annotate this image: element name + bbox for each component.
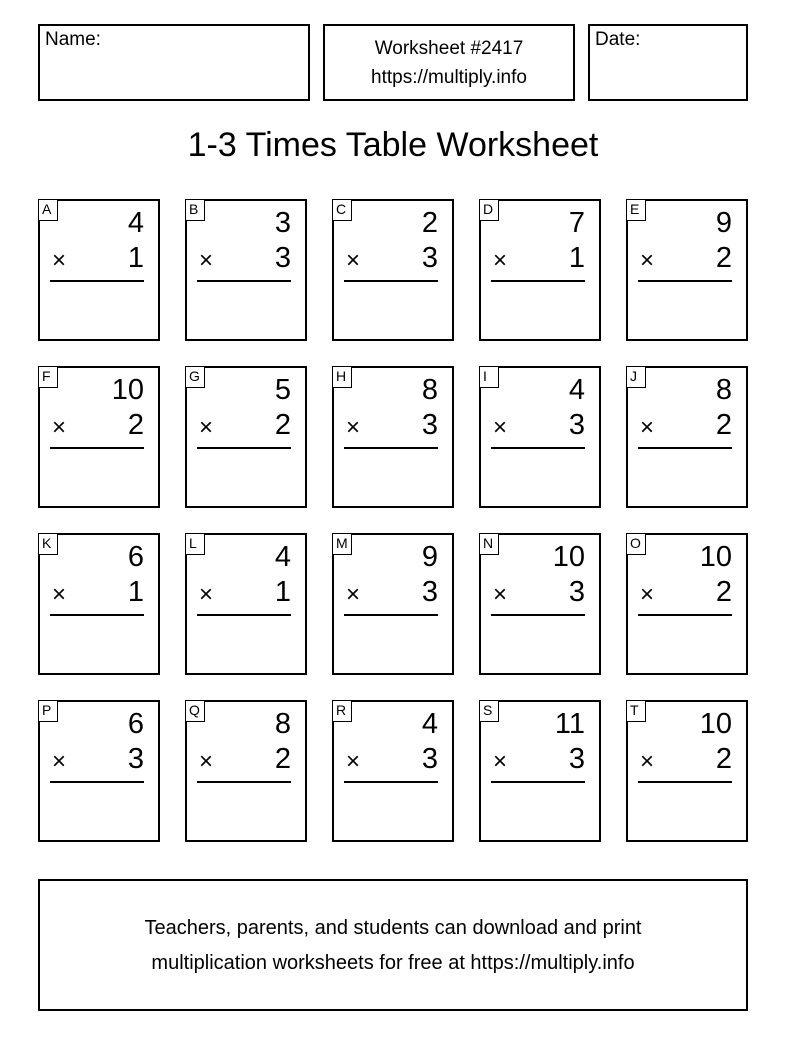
times-sign: × <box>640 748 655 775</box>
multiplier: 3 <box>568 576 585 608</box>
problem-letter: M <box>332 533 352 555</box>
answer-line <box>491 280 585 282</box>
times-sign: × <box>52 581 67 608</box>
problem-letter: Q <box>185 700 205 722</box>
times-sign: × <box>52 748 67 775</box>
worksheet-url: https://multiply.info <box>371 67 527 88</box>
problem-card[interactable] <box>479 533 601 675</box>
problem-card[interactable] <box>479 199 601 341</box>
times-sign: × <box>493 414 508 441</box>
times-sign: × <box>199 247 214 274</box>
multiplier: 1 <box>568 242 585 274</box>
problem-card[interactable] <box>626 700 748 842</box>
multiplier: 3 <box>421 576 438 608</box>
problem-letter: T <box>626 700 646 722</box>
multiplicand: 3 <box>274 207 291 239</box>
problem-card[interactable] <box>38 199 160 341</box>
footer-box <box>38 879 748 1011</box>
multiplier: 1 <box>127 242 144 274</box>
problem-card[interactable] <box>38 366 160 508</box>
times-sign: × <box>199 748 214 775</box>
name-label: Name: <box>45 29 101 50</box>
times-sign: × <box>493 748 508 775</box>
footer-line-2: multiplication worksheets for free at https://multiply.info <box>151 952 635 974</box>
multiplicand: 9 <box>715 207 732 239</box>
times-sign: × <box>346 247 361 274</box>
multiplicand: 4 <box>568 374 585 406</box>
times-sign: × <box>640 581 655 608</box>
answer-line <box>50 614 144 616</box>
answer-line <box>344 447 438 449</box>
multiplier: 2 <box>715 409 732 441</box>
answer-line <box>50 280 144 282</box>
problem-letter: G <box>185 366 205 388</box>
problem-letter: P <box>38 700 58 722</box>
answer-line <box>344 781 438 783</box>
answer-line <box>491 447 585 449</box>
footer-line-1: Teachers, parents, and students can download and print <box>144 917 642 939</box>
multiplicand: 9 <box>421 541 438 573</box>
times-sign: × <box>52 247 67 274</box>
multiplicand: 6 <box>127 541 144 573</box>
multiplicand: 5 <box>274 374 291 406</box>
problem-letter: H <box>332 366 352 388</box>
problem-letter: S <box>479 700 499 722</box>
date-label: Date: <box>595 29 641 50</box>
multiplier: 2 <box>274 743 291 775</box>
times-sign: × <box>199 581 214 608</box>
times-sign: × <box>346 414 361 441</box>
multiplier: 2 <box>127 409 144 441</box>
problem-letter: A <box>38 199 58 221</box>
problem-card[interactable] <box>38 700 160 842</box>
multiplier: 3 <box>568 409 585 441</box>
multiplier: 2 <box>715 576 732 608</box>
problem-card[interactable] <box>332 533 454 675</box>
page-title: 1-3 Times Table Worksheet <box>187 126 599 164</box>
times-sign: × <box>52 414 67 441</box>
multiplier: 2 <box>715 743 732 775</box>
problem-card[interactable] <box>332 199 454 341</box>
multiplicand: 2 <box>421 207 438 239</box>
problem-card[interactable] <box>185 533 307 675</box>
answer-line <box>638 614 732 616</box>
name-field-box[interactable] <box>38 24 310 101</box>
problem-letter: N <box>479 533 499 555</box>
problem-letter: L <box>185 533 205 555</box>
date-field-box[interactable] <box>588 24 748 101</box>
answer-line <box>638 280 732 282</box>
problem-card[interactable] <box>626 366 748 508</box>
multiplier: 3 <box>127 743 144 775</box>
worksheet-info-box <box>323 24 575 101</box>
times-sign: × <box>493 247 508 274</box>
answer-line <box>491 614 585 616</box>
multiplicand: 10 <box>699 708 732 740</box>
multiplicand: 8 <box>715 374 732 406</box>
answer-line <box>638 447 732 449</box>
problem-card[interactable] <box>626 199 748 341</box>
answer-line <box>197 781 291 783</box>
answer-line <box>344 280 438 282</box>
problem-card[interactable] <box>185 199 307 341</box>
problem-letter: F <box>38 366 58 388</box>
multiplicand: 10 <box>699 541 732 573</box>
answer-line <box>638 781 732 783</box>
problem-letter: K <box>38 533 58 555</box>
problem-letter: B <box>185 199 205 221</box>
times-sign: × <box>346 581 361 608</box>
multiplier: 3 <box>421 743 438 775</box>
times-sign: × <box>640 247 655 274</box>
multiplier: 3 <box>274 242 291 274</box>
times-sign: × <box>493 581 508 608</box>
multiplicand: 8 <box>274 708 291 740</box>
multiplicand: 10 <box>552 541 585 573</box>
multiplicand: 4 <box>127 207 144 239</box>
multiplicand: 8 <box>421 374 438 406</box>
multiplicand: 6 <box>127 708 144 740</box>
answer-line <box>197 614 291 616</box>
problem-letter: E <box>626 199 646 221</box>
problem-grid <box>38 199 750 844</box>
problem-card[interactable] <box>185 366 307 508</box>
problem-card[interactable] <box>185 700 307 842</box>
problem-card[interactable] <box>626 533 748 675</box>
multiplier: 3 <box>421 409 438 441</box>
problem-letter: I <box>479 366 499 388</box>
times-sign: × <box>199 414 214 441</box>
problem-card[interactable] <box>332 366 454 508</box>
answer-line <box>50 447 144 449</box>
answer-line <box>197 447 291 449</box>
times-sign: × <box>640 414 655 441</box>
problem-letter: C <box>332 199 352 221</box>
problem-letter: J <box>626 366 646 388</box>
answer-line <box>491 781 585 783</box>
answer-line <box>197 280 291 282</box>
multiplier: 3 <box>421 242 438 274</box>
problem-letter: D <box>479 199 499 221</box>
problem-card[interactable] <box>479 366 601 508</box>
multiplier: 3 <box>568 743 585 775</box>
multiplicand: 7 <box>568 207 585 239</box>
times-sign: × <box>346 748 361 775</box>
multiplier: 2 <box>274 409 291 441</box>
multiplier: 2 <box>715 242 732 274</box>
worksheet-id: Worksheet #2417 <box>374 38 524 59</box>
multiplier: 1 <box>274 576 291 608</box>
answer-line <box>50 781 144 783</box>
multiplicand: 4 <box>421 708 438 740</box>
multiplicand: 11 <box>554 708 585 740</box>
problem-card[interactable] <box>38 533 160 675</box>
multiplicand: 10 <box>111 374 144 406</box>
problem-letter: R <box>332 700 352 722</box>
multiplicand: 4 <box>274 541 291 573</box>
multiplier: 1 <box>127 576 144 608</box>
problem-card[interactable] <box>332 700 454 842</box>
answer-line <box>344 614 438 616</box>
problem-card[interactable] <box>479 700 601 842</box>
problem-letter: O <box>626 533 646 555</box>
